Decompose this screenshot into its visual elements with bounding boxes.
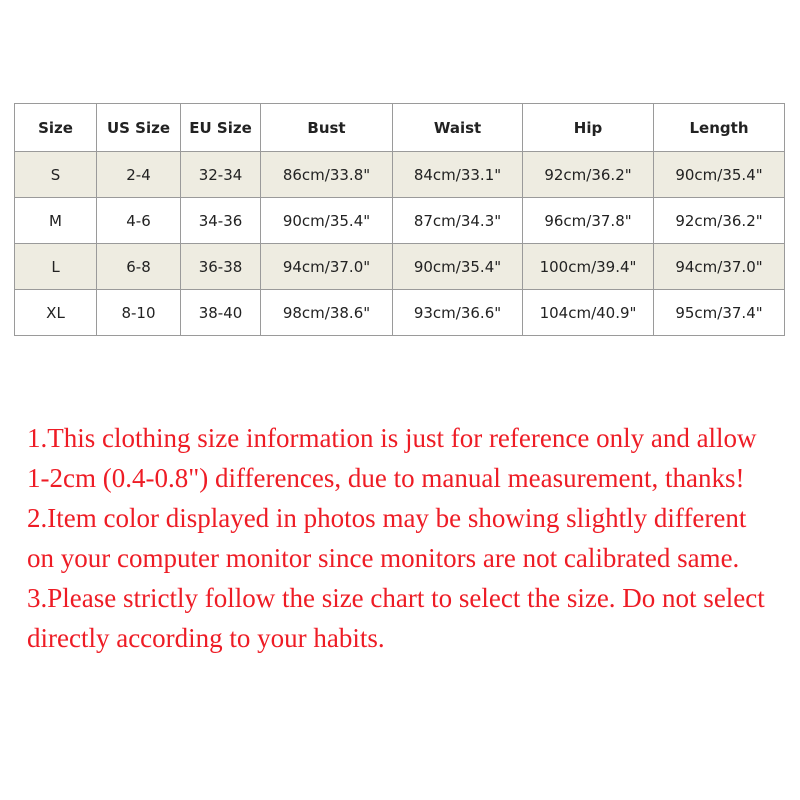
table-cell: 93cm/36.6" (393, 290, 523, 336)
table-cell: 2-4 (97, 152, 181, 198)
header-waist: Waist (393, 104, 523, 152)
table-cell: 4-6 (97, 198, 181, 244)
table-header-row (15, 104, 785, 152)
table-row (15, 152, 785, 198)
table-cell: 92cm/36.2" (654, 198, 785, 244)
table-cell: 100cm/39.4" (523, 244, 654, 290)
table-cell: 6-8 (97, 244, 181, 290)
table-cell: 34-36 (181, 198, 261, 244)
size-chart-table (14, 103, 785, 336)
table-cell: 98cm/38.6" (261, 290, 393, 336)
note-reference-only: 1.This clothing size information is just for reference only and allow 1-2cm (0.4-0.8") differences, due to manual measurement, thanks! (27, 423, 757, 493)
table-cell: 38-40 (181, 290, 261, 336)
header-hip: Hip (523, 104, 654, 152)
size-notes (27, 418, 777, 658)
header-eu-size: EU Size (181, 104, 261, 152)
table-cell: 94cm/37.0" (654, 244, 785, 290)
table-cell: S (15, 152, 97, 198)
table-row (15, 198, 785, 244)
table-cell: 92cm/36.2" (523, 152, 654, 198)
header-length: Length (654, 104, 785, 152)
table-cell: 32-34 (181, 152, 261, 198)
table-cell: 96cm/37.8" (523, 198, 654, 244)
table-cell: 86cm/33.8" (261, 152, 393, 198)
table-cell: M (15, 198, 97, 244)
table-cell: 90cm/35.4" (393, 244, 523, 290)
table-cell: 95cm/37.4" (654, 290, 785, 336)
header-us-size: US Size (97, 104, 181, 152)
table-cell: 104cm/40.9" (523, 290, 654, 336)
table-cell: 94cm/37.0" (261, 244, 393, 290)
note-follow-size-chart: 3.Please strictly follow the size chart to select the size. Do not select directly according to your habits. (27, 583, 765, 653)
table-row (15, 290, 785, 336)
table-cell: 8-10 (97, 290, 181, 336)
table-cell: 87cm/34.3" (393, 198, 523, 244)
table-cell: 84cm/33.1" (393, 152, 523, 198)
table-cell: 90cm/35.4" (654, 152, 785, 198)
table-cell: XL (15, 290, 97, 336)
header-size: Size (15, 104, 97, 152)
table-row (15, 244, 785, 290)
header-bust: Bust (261, 104, 393, 152)
table-cell: 90cm/35.4" (261, 198, 393, 244)
note-color-difference: 2.Item color displayed in photos may be showing slightly different on your computer monitor since monitors are not calibrated same. (27, 503, 747, 573)
table-cell: 36-38 (181, 244, 261, 290)
table-cell: L (15, 244, 97, 290)
